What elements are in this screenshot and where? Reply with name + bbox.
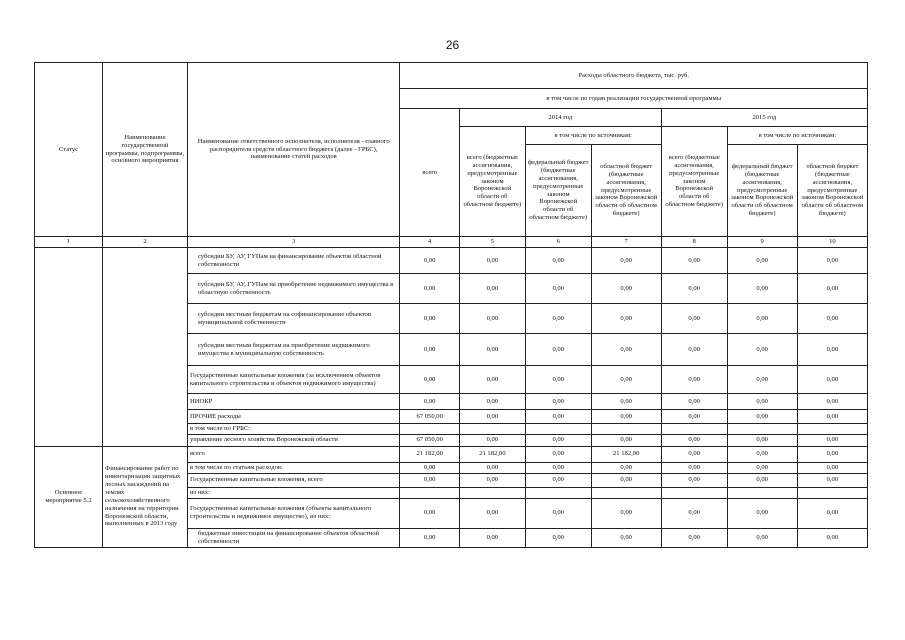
header-federal-2014: федеральный бюджет (бюджетные ассигнования, предусмотренные законом Воронежской области об областном бюджете) xyxy=(525,145,591,237)
value-cell xyxy=(661,424,727,435)
value-cell: 0,00 xyxy=(525,394,591,410)
value-cell: 0,00 xyxy=(525,434,591,446)
value-cell: 0,00 xyxy=(525,498,591,528)
value-cell: 0,00 xyxy=(661,366,727,394)
expense-item-label: из них: xyxy=(187,487,399,498)
value-cell: 0,00 xyxy=(661,248,727,274)
value-cell: 0,00 xyxy=(591,473,661,487)
header-total-budget-2015: всего (бюджетные ассигнования, предусмотренные законом Воронежской области об областном бюджете) xyxy=(661,127,727,237)
value-cell: 0,00 xyxy=(727,274,797,304)
header-by-years: в том числе по годам реализации государственной программы xyxy=(400,89,868,109)
column-number: 1 xyxy=(35,237,103,248)
header-total: всего xyxy=(400,109,459,237)
value-cell: 0,00 xyxy=(459,248,525,274)
column-number: 2 xyxy=(102,237,187,248)
value-cell: 0,00 xyxy=(591,274,661,304)
value-cell: 0,00 xyxy=(400,274,459,304)
value-cell: 0,00 xyxy=(797,528,867,547)
value-cell: 0,00 xyxy=(525,462,591,473)
value-cell: 21 182,00 xyxy=(459,446,525,462)
value-cell: 0,00 xyxy=(459,366,525,394)
value-cell: 67 050,00 xyxy=(400,410,459,424)
value-cell: 0,00 xyxy=(400,394,459,410)
value-cell: 0,00 xyxy=(591,410,661,424)
value-cell: 0,00 xyxy=(459,434,525,446)
header-regional-2014: областной бюджет (бюджетные ассигнования, предусмотренные законом Воронежской области об областном бюджете) xyxy=(591,145,661,237)
value-cell: 0,00 xyxy=(727,366,797,394)
header-program-name: Наименование государственной программы, подпрограммы, основного мероприятия xyxy=(102,63,187,237)
value-cell: 0,00 xyxy=(400,473,459,487)
value-cell: 0,00 xyxy=(591,528,661,547)
expense-item-label: в том числе по статьям расходов: xyxy=(187,462,399,473)
expense-item-label: НИОКР xyxy=(187,394,399,410)
value-cell: 0,00 xyxy=(525,274,591,304)
value-cell: 0,00 xyxy=(525,366,591,394)
value-cell xyxy=(525,487,591,498)
value-cell: 0,00 xyxy=(400,248,459,274)
value-cell: 0,00 xyxy=(525,334,591,366)
value-cell: 0,00 xyxy=(525,528,591,547)
header-year-2015: 2015 год xyxy=(661,109,867,127)
value-cell: 0,00 xyxy=(727,498,797,528)
value-cell xyxy=(797,487,867,498)
event-status: Основное мероприятие 5.2 xyxy=(35,446,103,547)
page-number: 26 xyxy=(445,38,460,52)
value-cell: 0,00 xyxy=(459,528,525,547)
value-cell xyxy=(727,487,797,498)
event-name: Финансирование работ по инвентаризации защитных лесных насаждений на землях сельскохозяйственного назначения на территории Воронежской области, выполненных в 2013 году xyxy=(102,446,187,547)
value-cell xyxy=(400,424,459,435)
value-cell xyxy=(591,424,661,435)
expense-item-label: Государственные капитальные вложения (за исключением объектов капитального строительства и объектов недвижимого имущества) xyxy=(187,366,399,394)
column-numbers-row xyxy=(35,237,868,248)
header-total-budget-2014: всего (бюджетные ассигнования, предусмотренные законом Воронежской области об областном бюджете) xyxy=(459,127,525,237)
expense-item-label: субсидии БУ, АУ, ГУПам на приобретение недвижимого имущества в областную собственность xyxy=(187,274,399,304)
value-cell: 0,00 xyxy=(525,410,591,424)
table-row xyxy=(35,446,868,462)
expense-item-label: бюджетные инвестиции на финансирование объектов областной собственности xyxy=(187,528,399,547)
value-cell: 0,00 xyxy=(661,394,727,410)
column-number: 5 xyxy=(459,237,525,248)
column-number: 10 xyxy=(797,237,867,248)
column-number: 9 xyxy=(727,237,797,248)
value-cell xyxy=(459,487,525,498)
column-number: 3 xyxy=(187,237,399,248)
value-cell: 0,00 xyxy=(400,366,459,394)
table-body xyxy=(35,237,868,548)
value-cell: 0,00 xyxy=(661,334,727,366)
value-cell: 67 050,00 xyxy=(400,434,459,446)
value-cell xyxy=(591,487,661,498)
status-cell-empty xyxy=(35,248,103,447)
expense-item-label: субсидии БУ, АУ, ГУПам на финансирование объектов областной собственности xyxy=(187,248,399,274)
value-cell: 0,00 xyxy=(797,410,867,424)
value-cell xyxy=(797,424,867,435)
value-cell: 0,00 xyxy=(591,248,661,274)
value-cell: 0,00 xyxy=(797,274,867,304)
value-cell: 0,00 xyxy=(591,304,661,334)
value-cell: 0,00 xyxy=(459,304,525,334)
header-sources-2014: в том числе по источникам: xyxy=(525,127,661,145)
expense-item-label: субсидии местным бюджетам на приобретение недвижимого имущества в муниципальную собственность xyxy=(187,334,399,366)
expense-item-label: управление лесного хозяйства Воронежской области xyxy=(187,434,399,446)
expense-item-label: ПРОЧИЕ расходы xyxy=(187,410,399,424)
value-cell: 0,00 xyxy=(459,394,525,410)
value-cell: 0,00 xyxy=(661,274,727,304)
value-cell: 0,00 xyxy=(727,394,797,410)
value-cell: 0,00 xyxy=(797,434,867,446)
value-cell: 0,00 xyxy=(459,410,525,424)
value-cell: 0,00 xyxy=(797,394,867,410)
value-cell: 0,00 xyxy=(661,410,727,424)
value-cell: 21 182,00 xyxy=(591,446,661,462)
value-cell xyxy=(525,424,591,435)
value-cell xyxy=(727,424,797,435)
value-cell: 0,00 xyxy=(591,366,661,394)
value-cell: 21 182,00 xyxy=(400,446,459,462)
column-number: 6 xyxy=(525,237,591,248)
value-cell: 0,00 xyxy=(459,334,525,366)
value-cell xyxy=(661,487,727,498)
value-cell: 0,00 xyxy=(797,462,867,473)
value-cell: 0,00 xyxy=(797,366,867,394)
value-cell: 0,00 xyxy=(727,473,797,487)
value-cell: 0,00 xyxy=(591,434,661,446)
value-cell: 0,00 xyxy=(661,498,727,528)
value-cell: 0,00 xyxy=(661,304,727,334)
value-cell: 0,00 xyxy=(459,274,525,304)
value-cell: 0,00 xyxy=(727,462,797,473)
value-cell: 0,00 xyxy=(591,334,661,366)
value-cell: 0,00 xyxy=(400,304,459,334)
value-cell: 0,00 xyxy=(525,473,591,487)
value-cell: 0,00 xyxy=(797,498,867,528)
value-cell: 0,00 xyxy=(591,462,661,473)
value-cell: 0,00 xyxy=(661,473,727,487)
expense-item-label: субсидии местным бюджетам на софинансирование объектов муниципальной собственности xyxy=(187,304,399,334)
header-status: Статус xyxy=(35,63,103,237)
value-cell: 0,00 xyxy=(797,446,867,462)
header-executor: Наименование ответственного исполнителя, исполнителя - главного распорядителя средств областного бюджета (далее - ГРБС), наименование статей расходов xyxy=(187,63,399,237)
value-cell: 0,00 xyxy=(400,462,459,473)
budget-table xyxy=(34,62,868,548)
value-cell xyxy=(400,487,459,498)
value-cell: 0,00 xyxy=(797,473,867,487)
value-cell: 0,00 xyxy=(661,528,727,547)
value-cell: 0,00 xyxy=(727,410,797,424)
header-year-2014: 2014 год xyxy=(459,109,661,127)
header-sources-2015: в том числе по источникам: xyxy=(727,127,867,145)
header-federal-2015: федеральный бюджет (бюджетные ассигнования, предусмотренные законом Воронежской области об областном бюджете) xyxy=(727,145,797,237)
value-cell: 0,00 xyxy=(525,446,591,462)
value-cell: 0,00 xyxy=(797,248,867,274)
value-cell: 0,00 xyxy=(400,334,459,366)
value-cell xyxy=(459,424,525,435)
value-cell: 0,00 xyxy=(525,304,591,334)
table-row xyxy=(35,248,868,274)
value-cell: 0,00 xyxy=(591,498,661,528)
value-cell: 0,00 xyxy=(661,434,727,446)
value-cell: 0,00 xyxy=(459,498,525,528)
expense-item-label: в том числе по ГРБС: xyxy=(187,424,399,435)
expense-item-label: Государственные капитальные вложения (объекты капитального строительства и недвижимое имущество), из них: xyxy=(187,498,399,528)
value-cell: 0,00 xyxy=(459,462,525,473)
program-cell-empty xyxy=(102,248,187,447)
header-regional-2015: областной бюджет (бюджетные ассигнования, предусмотренные законом Воронежской области об областном бюджете) xyxy=(797,145,867,237)
value-cell: 0,00 xyxy=(400,528,459,547)
value-cell: 0,00 xyxy=(797,304,867,334)
value-cell: 0,00 xyxy=(727,434,797,446)
value-cell: 0,00 xyxy=(591,394,661,410)
column-number: 8 xyxy=(661,237,727,248)
value-cell: 0,00 xyxy=(661,446,727,462)
expense-item-label: всего xyxy=(187,446,399,462)
header-expenses: Расходы областного бюджета, тыс. руб. xyxy=(400,63,868,89)
value-cell: 0,00 xyxy=(727,446,797,462)
value-cell: 0,00 xyxy=(459,473,525,487)
value-cell: 0,00 xyxy=(727,528,797,547)
column-number: 7 xyxy=(591,237,661,248)
value-cell: 0,00 xyxy=(727,334,797,366)
value-cell: 0,00 xyxy=(400,498,459,528)
expense-item-label: Государственные капитальные вложения, всего xyxy=(187,473,399,487)
value-cell: 0,00 xyxy=(525,248,591,274)
value-cell: 0,00 xyxy=(661,462,727,473)
value-cell: 0,00 xyxy=(797,334,867,366)
value-cell: 0,00 xyxy=(727,304,797,334)
column-number: 4 xyxy=(400,237,459,248)
value-cell: 0,00 xyxy=(727,248,797,274)
